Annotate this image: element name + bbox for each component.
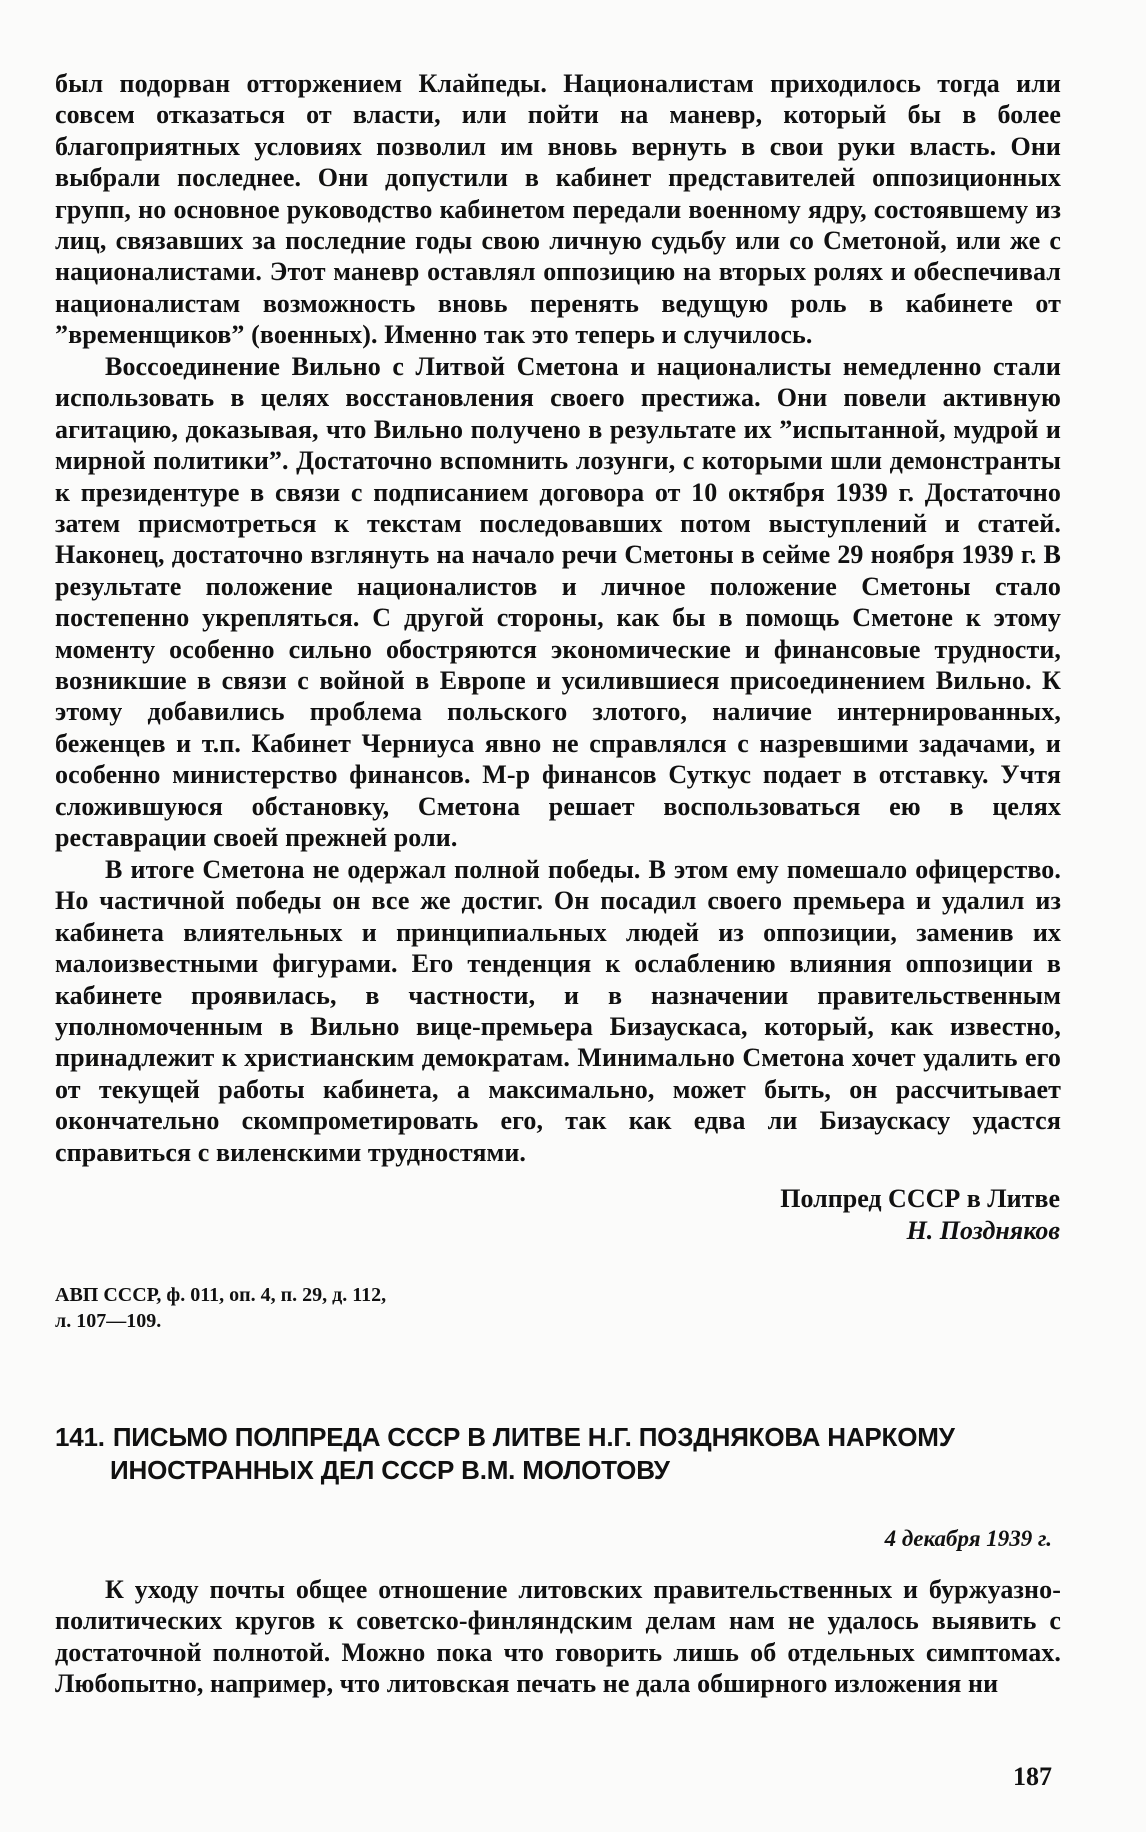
document-title-line-2: ИНОСТРАННЫХ ДЕЛ СССР В.М. МОЛОТОВУ bbox=[110, 1455, 670, 1485]
document-title bbox=[55, 1421, 1055, 1487]
document-date: 4 декабря 1939 г. bbox=[884, 1526, 1052, 1551]
paragraph-4: К уходу почты общее отношение литовских правительственных и буржуазно-политических кругов к советско-финляндским делам нам не удалось выявить с достаточной полнотой. Можно пока что говорить лишь об отдельных симптомах. Любопытно, например, что литовская печать не дала обширного изложения ни bbox=[55, 1575, 1061, 1699]
signature-organization: Полпред СССР в Литве bbox=[780, 1184, 1060, 1213]
signature-name: Н. Поздняков bbox=[906, 1216, 1060, 1245]
archive-reference bbox=[55, 1282, 386, 1334]
paragraph-1: был подорван отторжением Клайпеды. Националистам приходилось тогда или совсем отказаться от власти, или пойти на маневр, который бы в более благоприятных условиях позволил им вновь вернуть в свои руки власть. Они выбрали последнее. Они допустили в кабинет представителей оппозиционных групп, но основное руководство кабинетом передали военному ядру, состоявшему из лиц, связавших за последние годы свою личную судьбу или со Сметоной, или же с националистами. Этот маневр оставлял оппозицию на вторых ролях и обеспечивал националистам возможность вновь перенять ведущую роль в кабинете от ”временщиков” (военных). Именно так это теперь и случилось. bbox=[55, 69, 1061, 350]
archive-line-2: л. 107—109. bbox=[55, 1310, 162, 1332]
document-number: 141. bbox=[55, 1422, 105, 1452]
archive-line-1: АВП СССР, ф. 011, оп. 4, п. 29, д. 112, bbox=[55, 1284, 387, 1306]
paragraph-3: В итоге Сметона не одержал полной победы. В этом ему помешало офицерство. Но частичной победы он все же достиг. Он посадил своего премьера и удалил из кабинета влиятельных и принципиальных людей из оппозиции, заменив их малоизвестными фигурами. Его тенденция к ослаблению влияния оппозиции в кабинете проявилась, в частности, и в назначении правительственным уполномоченным в Вильно вице-премьера Бизаускаса, который, как известно, принадлежит к христианским демократам. Минимально Сметона хочет удалить его от текущей работы кабинета, а максимально, может быть, он рассчитывает окончательно скомпрометировать его, так как едва ли Бизаускасу удастся справиться с виленскими трудностями. bbox=[55, 855, 1061, 1167]
page-number: 187 bbox=[1013, 1762, 1052, 1791]
paragraph-2: Воссоединение Вильно с Литвой Сметона и националисты немедленно стали использовать в целях восстановления своего престижа. Они повели активную агитацию, доказывая, что Вильно получено в результате их ”испытанной, мудрой и мирной политики”. Достаточно вспомнить лозунги, с которыми шли демонстранты к президентуре в связи с подписанием договора от 10 октября 1939 г. Достаточно затем присмотреться к текстам последовавших потом выступлений и статей. Наконец, достаточно взглянуть на начало речи Сметоны в сейме 29 ноября 1939 г. В результате положение националистов и личное положение Сметоны стало постепенно укрепляться. С другой стороны, как бы в помощь Сметоне к этому моменту особенно сильно обостряются экономические и финансовые трудности, возникшие в связи с войной в Европе и усилившиеся присоединением Вильно. К этому добавились проблема польского злотого, наличие интернированных, беженцев и т.п. Кабинет Черниуса явно не справлялся с назревшими задачами, и особенно министерство финансов. М-р финансов Суткус подает в отставку. Учтя сложившуюся обстановку, Сметона решает воспользоваться ею в целях реставрации своей прежней роли. bbox=[55, 352, 1061, 853]
document-title-line-1: ПИСЬМО ПОЛПРЕДА СССР В ЛИТВЕ Н.Г. ПОЗДНЯКОВА НАРКОМУ bbox=[112, 1422, 955, 1452]
